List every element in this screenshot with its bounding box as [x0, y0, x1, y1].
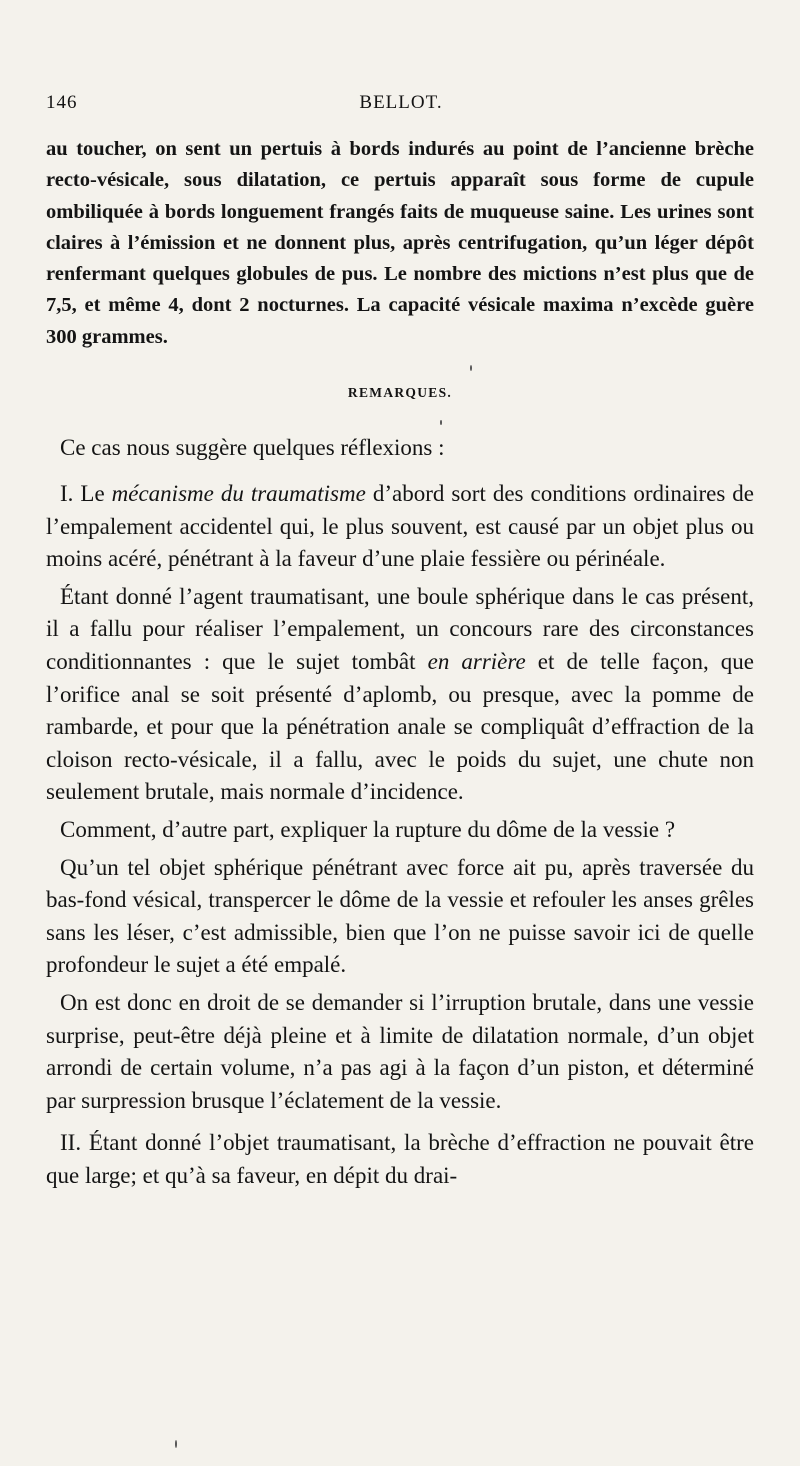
- paragraph-point-one: [46, 478, 754, 576]
- print-speck: [440, 420, 442, 425]
- etant-part2: et de telle façon, que l’orifice anal se soit présenté d’aplomb, ou presque, avec la pomme de rambarde, et pour que la pénétration anale se compliquât d’effraction de la cloison recto-vésicale, il a fallu, avec le poids du sujet, une chute non seulement brutale, mais normale d’incidence.: [46, 648, 755, 805]
- print-speck: [470, 365, 472, 371]
- paragraph-on: On est donc en droit de se demander si l’irruption brutale, dans une vessie surprise, peut-être déjà pleine et à limite de dilatation normale, d’un objet arrondi de certain volume, n’a pas agi à la façon d’un piston, et déterminé par surpression brusque l’éclatement de la vessie.: [46, 989, 754, 1113]
- remarks-body: [46, 478, 754, 1197]
- paragraph-etant: [46, 581, 754, 809]
- opening-text: [46, 134, 754, 353]
- paragraph-quun: Qu’un tel objet sphérique pénétrant avec force ait pu, après traversée du bas-fond vésical, transpercer le dôme de la vessie et refouler les anses grêles sans les léser, c’est admissible, bien que l’on ne puisse savoir ici de quelle profondeur le sujet a été empalé.: [46, 854, 754, 978]
- point-one-italic: mécanisme du traumatisme: [111, 481, 366, 506]
- point-one-lead: I. Le: [60, 481, 112, 506]
- page-header: [46, 92, 756, 118]
- etant-italic: en arrière: [427, 648, 526, 674]
- print-speck: [175, 1440, 177, 1448]
- intro-line: Ce cas nous suggère quelques réflexions :: [60, 435, 445, 460]
- point-one-rest: d’abord sort des conditions ordinaires de l’empalement accidentel qui, le plus souvent, est causé par un objet plus ou moins acéré, pénétrant à la faveur d’une plaie fessière ou périnéale.: [46, 481, 754, 572]
- running-head: BELLOT.: [359, 92, 443, 113]
- page-number: 146: [46, 92, 78, 113]
- etant-part1: Étant donné l’agent traumatisant, une boule sphérique dans le cas présent, il a fallu pour réaliser l’empalement, un concours rare des circonstances conditionnantes : que le sujet tombât: [46, 583, 754, 674]
- paragraph-point-two: II. Étant donné l’objet traumatisant, la brèche d’effraction ne pouvait être que large; et qu’à sa faveur, en dépit du drai-: [46, 1130, 754, 1188]
- paragraph-comment: Comment, d’autre part, expliquer la rupture du dôme de la vessie ?: [60, 816, 676, 842]
- paragraph-case-summary: au toucher, on sent un pertuis à bords indurés au point de l’ancienne brèche recto-vésicale, sous dilatation, ce pertuis apparaît sous forme de cupule ombiliquée à bords longuement frangés faits de muqueuse saine. Les urines sont claires à l’émission et ne donnent plus, après centrifugation, qu’un léger dépôt renfermant quelques globules de pus. Le nombre des mictions n’est plus que de 7,5, et même 4, dont 2 nocturnes. La capacité vésicale maxima n’excède guère 300 grammes.: [46, 138, 754, 348]
- section-heading: REMARQUES.: [347, 385, 453, 400]
